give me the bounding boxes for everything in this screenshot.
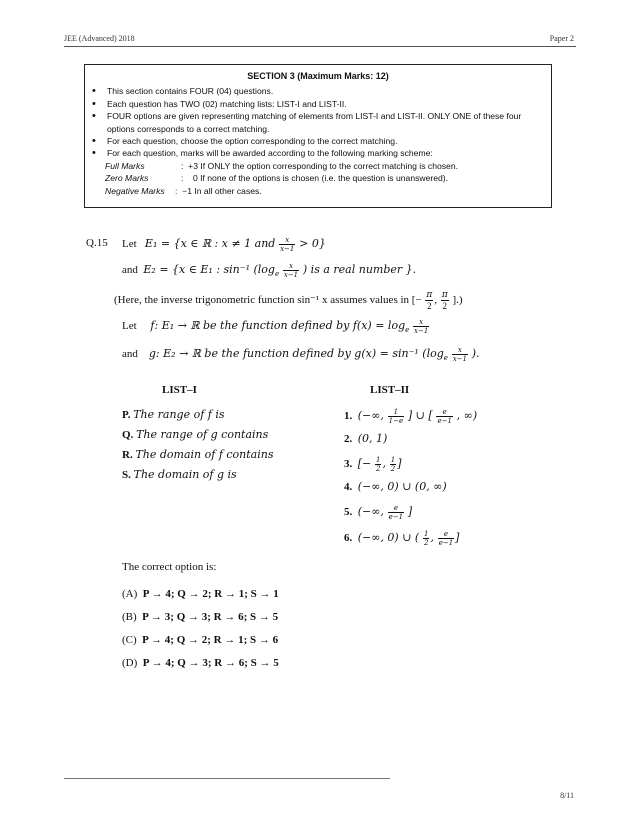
list1-item-p: P. The range of f is <box>122 408 225 421</box>
scheme-row-full <box>105 160 551 172</box>
instruction-item: • For each question, choose the option corresponding to the correct matching. <box>107 135 551 147</box>
fraction: $\frac{1}{2}$ <box>390 456 396 473</box>
inverse-trig-note-end: ].) <box>452 294 463 307</box>
instruction-list <box>85 85 551 159</box>
q-and: and <box>122 348 138 361</box>
scheme-label: Full Marks <box>105 160 145 171</box>
scheme-label: Zero Marks <box>105 173 149 184</box>
list1-item-q: Q. The range of g contains <box>122 428 269 441</box>
option-c[interactable]: (C) P → 4; Q → 2; R → 1; S → 6 <box>122 634 279 646</box>
fraction: $\frac{e}{e-1}$ <box>438 530 454 547</box>
fraction: $\frac{x}{x-1}$ <box>452 346 467 363</box>
fraction: $\frac{x}{x-1}$ <box>414 318 429 335</box>
fraction: $\frac{1}{2}$ <box>423 530 429 547</box>
function-g-def: g: E₂ → ℝ be the function defined by g(x) = sin⁻¹ (log <box>148 347 444 361</box>
function-g-end: ). <box>471 347 480 361</box>
scheme-row-zero <box>105 172 551 184</box>
fraction: $\frac{\pi}{2}$ <box>441 290 448 311</box>
question-line-5: and g: E₂ → ℝ be the function defined by g(x) = sin⁻¹ ($\log_e$ $\frac{x}{x-1}$ ). <box>122 346 480 363</box>
q-and: and <box>122 264 138 277</box>
list2-item-6: 6. (−∞, 0) ∪ ( $\frac{1}{2}$ , $\frac{e}{e-1}$ ] <box>344 530 460 547</box>
set-e1-cond: > 0} <box>299 237 326 251</box>
scheme-sep: : <box>175 185 178 196</box>
fraction: $\frac{x}{x-1}$ <box>280 236 295 253</box>
section-instructions-box <box>84 64 552 208</box>
scheme-text: 0 If none of the options is chosen (i.e. the question is unanswered). <box>192 173 449 184</box>
list2-title: LIST–II <box>370 384 410 396</box>
scheme-text: +3 If ONLY the option corresponding to the correct matching is chosen. <box>188 160 458 171</box>
scheme-sep: : <box>181 173 184 184</box>
section-title: SECTION 3 (Maximum Marks: 12) <box>247 71 389 81</box>
question-line-4: Let f: E₁ → ℝ be the function defined by $f(x) = \log_e$ $\frac{x}{x-1}$ <box>122 318 429 335</box>
function-f-def: f: E₁ → ℝ be the function defined by f(x) = log <box>150 319 406 333</box>
question-line-2: and E₂ = {x ∈ E₁ : sin⁻¹ ($\log_e$ $\frac{x}{x-1}$ ) is a real number }. <box>122 262 417 279</box>
instruction-item: • For each question, marks will be awarded according to the following marking scheme: <box>107 147 551 159</box>
list1-title: LIST–I <box>162 384 197 396</box>
list2-item-4: 4. (−∞, 0) ∪ (0, ∞) <box>344 480 447 493</box>
inverse-trig-note: (Here, the inverse trigonometric function sin⁻¹ x assumes values in [− <box>114 294 422 307</box>
list2-item-3: 3. [− $\frac{1}{2}$ , $\frac{1}{2}$ ] <box>344 456 402 473</box>
instruction-item: • Each question has TWO (02) matching lists: LIST-I and LIST-II. <box>107 98 551 110</box>
scheme-sep: : <box>181 160 184 171</box>
q-let: Let <box>122 320 137 333</box>
fraction: $\frac{x}{x-1}$ <box>283 262 299 279</box>
footer-divider <box>64 778 390 779</box>
set-e1-def: E₁ = {x ∈ ℝ : x ≠ 1 and <box>144 237 276 251</box>
answer-options <box>122 583 279 675</box>
list2-item-1: 1. (−∞, $\frac{1}{1-e}$ ] ∪ [ $\frac{e}{e-1}$ , ∞) <box>344 408 478 425</box>
answer-prompt: The correct option is: <box>122 561 217 573</box>
fraction: $\frac{\pi}{2}$ <box>426 290 433 311</box>
set-e2-def: E₂ = {x ∈ E₁ : sin⁻¹ (log <box>143 263 275 277</box>
option-d[interactable]: (D) P → 4; Q → 3; R → 6; S → 5 <box>122 657 279 669</box>
header-paper-label: Paper 2 <box>549 34 574 43</box>
fraction: $\frac{1}{2}$ <box>376 456 381 473</box>
list2-item-5: 5. (−∞, $\frac{e}{e-1}$ ] <box>344 504 413 521</box>
scheme-label: Negative Marks <box>105 185 165 196</box>
question-line-1 <box>122 236 326 253</box>
option-b[interactable]: (B) P → 3; Q → 3; R → 6; S → 5 <box>122 611 279 623</box>
question-number: Q.15 <box>86 237 108 249</box>
list1 <box>122 408 274 488</box>
option-a[interactable]: (A) P → 4; Q → 2; R → 1; S → 1 <box>122 588 279 600</box>
instruction-item: • FOUR options are given representing matching of elements from LIST-I and LIST-II. ONLY ONE of these four options corresponds to a correct matching. <box>107 110 551 135</box>
fraction: $\frac{1}{1-e}$ <box>388 408 404 425</box>
q-let: Let <box>122 238 137 251</box>
scheme-row-negative <box>105 185 551 197</box>
fraction: $\frac{e}{e-1}$ <box>437 408 452 425</box>
fraction: $\frac{e}{e-1}$ <box>388 504 404 521</box>
header-divider <box>64 46 576 47</box>
page-number: 8/11 <box>560 791 574 800</box>
header-exam-title: JEE (Advanced) 2018 <box>64 34 135 43</box>
marking-scheme <box>85 160 551 197</box>
list2-item-2: 2. (0, 1) <box>344 432 388 445</box>
set-e2-cond: ) is a real number }. <box>302 263 417 277</box>
question-line-3: (Here, the inverse trigonometric function sin⁻¹ x assumes values in [− $\frac{\pi}{2}$ , $\frac{\pi}{2}$ ].) <box>114 290 463 311</box>
list1-item-s: S. The domain of g is <box>122 468 237 481</box>
scheme-text: −1 In all other cases. <box>182 185 262 196</box>
list2 <box>344 408 477 554</box>
list1-item-r: R. The domain of f contains <box>122 448 274 461</box>
instruction-item: • This section contains FOUR (04) questions. <box>107 85 551 97</box>
